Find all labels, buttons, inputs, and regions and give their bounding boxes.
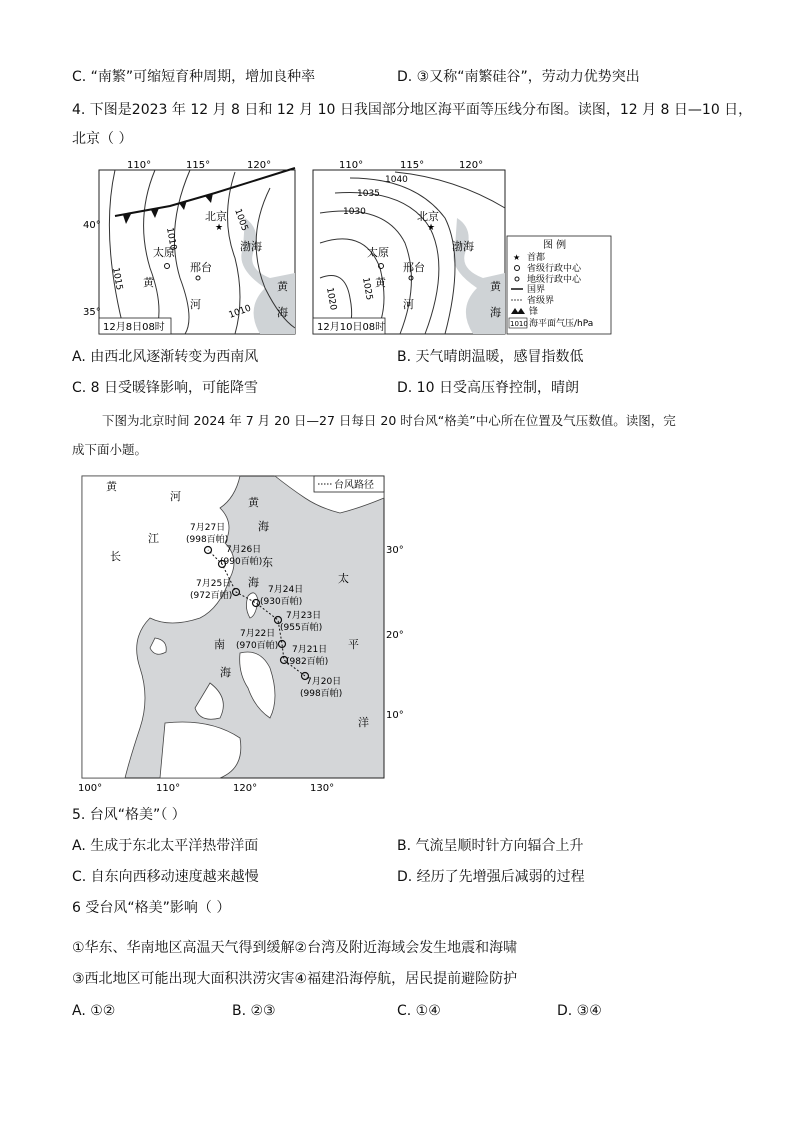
region-label: 黄 — [248, 496, 259, 509]
map1-place-huang: 黄 — [143, 276, 154, 289]
q4-option-b: B. 天气晴朗温暖，感冒指数低 — [397, 349, 584, 365]
q5-option-a: A. 生成于东北太平洋热带洋面 — [72, 838, 259, 854]
q6-option-b: B. ②③ — [232, 1003, 276, 1019]
map1-lon-120: 120° — [247, 160, 272, 171]
lon-110: 110° — [156, 783, 181, 794]
legend-item-pressure: 海平面气压/hPa — [529, 319, 594, 329]
map2-place-hai: 海 — [490, 306, 501, 319]
map2-place-xingtai: 邢台 — [403, 261, 425, 274]
map1-lat-40: 40° — [83, 220, 101, 231]
map2-lon-110: 110° — [339, 160, 364, 171]
map2-place-bohai: 渤海 — [452, 240, 474, 253]
map1-lon-115: 115° — [186, 160, 211, 171]
region-label: 海 — [220, 666, 231, 679]
map2-isobar-label: 1020 — [324, 286, 338, 312]
map2-place-he: 河 — [403, 298, 414, 311]
point-pressure: (982百帕) — [286, 657, 329, 667]
point-date: 7月20日 — [306, 677, 342, 687]
q6-option-c: C. ①④ — [397, 1003, 441, 1019]
q4-option-d: D. 10 日受高压脊控制，晴朗 — [397, 380, 579, 396]
map1-isobar-label: 1015 — [110, 266, 124, 292]
q5-option-b: B. 气流呈顺时针方向辐合上升 — [397, 838, 584, 854]
map1-isobar-label: 1010 — [164, 226, 178, 252]
point-pressure: (998百帕) — [186, 535, 229, 545]
isobar-maps — [83, 158, 615, 336]
lon-120: 120° — [233, 783, 258, 794]
q4-stem-line1: 4. 下图是2023 年 12 月 8 日和 12 月 10 日我国部分地区海平面等压线分布图。读图，12 月 8 日—10 日， — [72, 102, 753, 118]
capital-icon: ★ — [215, 223, 224, 233]
q5-option-c: C. 自东向西移动速度越来越慢 — [72, 869, 259, 885]
capital-legend-icon: ★ — [513, 253, 521, 262]
lat-10: 10° — [386, 710, 404, 721]
map2-isobar-label: 1025 — [360, 276, 374, 302]
typhoon-legend-label: 台风路径 — [334, 480, 374, 491]
region-label: 南 — [214, 638, 225, 651]
isobar-maps-svg — [83, 158, 615, 336]
intro-line2: 成下面小题。 — [72, 442, 148, 457]
q6-option-d: D. ③④ — [557, 1003, 602, 1019]
q6-statement-line1: ①华东、华南地区高温天气得到缓解②台湾及附近海域会发生地震和海啸 — [72, 940, 518, 956]
map2-caption: 12月10日08时 — [317, 322, 386, 333]
map1-place-hai: 海 — [277, 306, 288, 319]
point-pressure: (990百帕) — [220, 557, 263, 567]
region-label: 海 — [258, 520, 269, 533]
q5-stem: 5. 台风“格美”（ ） — [72, 807, 186, 823]
map2-place-huang2: 黄 — [490, 280, 501, 293]
map1-place-beijing: 北京 — [205, 210, 227, 223]
legend-item-capital: 首都 — [527, 253, 546, 263]
map2-isobar-label: 1040 — [385, 175, 408, 185]
legend-item-provincial-border: 省级界 — [527, 296, 555, 306]
map1-place-huang2: 黄 — [277, 280, 288, 293]
map1-isobar-label: 1010 — [227, 303, 253, 321]
map1-place-xingtai: 邢台 — [190, 261, 212, 274]
lon-130: 130° — [310, 783, 335, 794]
legend-isobar-sample: 1010 — [510, 320, 528, 328]
point-date: 7月26日 — [226, 545, 262, 555]
lat-30: 30° — [386, 545, 404, 556]
lat-20: 20° — [386, 630, 404, 641]
point-date: 7月21日 — [292, 645, 328, 655]
map1-lat-35: 35° — [83, 307, 101, 318]
map2-isobar-label: 1035 — [357, 189, 380, 199]
region-label: 江 — [148, 532, 159, 545]
q3-option-d: D. ③又称“南繁硅谷”，劳动力优势突出 — [397, 69, 640, 85]
region-label: 长 — [110, 550, 121, 563]
typhoon-map-svg — [70, 468, 404, 798]
map1-lon-110: 110° — [127, 160, 152, 171]
region-label: 黄 — [106, 480, 117, 493]
q6-statement-line2: ③西北地区可能出现大面积洪涝灾害④福建沿海停航，居民提前避险防护 — [72, 971, 518, 987]
q6-option-a: A. ①② — [72, 1003, 116, 1019]
point-date: 7月25日 — [196, 579, 232, 589]
region-label: 河 — [170, 490, 181, 503]
point-date: 7月24日 — [268, 585, 304, 595]
map1-place-bohai: 渤海 — [240, 240, 262, 253]
capital-icon: ★ — [427, 223, 436, 233]
point-date: 7月23日 — [286, 611, 322, 621]
map2-lon-120: 120° — [459, 160, 484, 171]
region-label: 平 — [348, 638, 359, 651]
legend-item-front: 锋 — [529, 307, 539, 317]
q4-stem-line2: 北京（ ） — [72, 131, 133, 147]
q3-option-c: C. “南繁”可缩短育种周期，增加良种率 — [72, 69, 316, 85]
map2-place-beijing: 北京 — [417, 210, 439, 223]
region-label: 太 — [338, 572, 349, 585]
intro-line1: 下图为北京时间 2024 年 7 月 20 日—27 日每日 20 时台风“格美”中心所在位置及气压数值。读图，完 — [102, 413, 676, 428]
legend-title: 图 例 — [543, 240, 567, 251]
legend-item-provincial: 省级行政中心 — [527, 264, 582, 274]
point-pressure: (930百帕) — [260, 597, 303, 607]
map1-caption: 12月8日08时 — [103, 322, 165, 333]
typhoon-map — [70, 468, 404, 798]
q4-option-c: C. 8 日受暖锋影响，可能降雪 — [72, 380, 259, 396]
q6-stem: 6 受台风“格美”影响（ ） — [72, 900, 231, 916]
map1-place-he: 河 — [190, 298, 201, 311]
point-date: 7月22日 — [240, 629, 276, 639]
map1-place-taiyuan: 太原 — [153, 246, 175, 259]
point-pressure: (970百帕) — [236, 641, 279, 651]
point-pressure: (998百帕) — [300, 689, 343, 699]
map2-place-huang: 黄 — [375, 276, 386, 289]
region-label: 东 — [262, 556, 273, 569]
lon-100: 100° — [78, 783, 103, 794]
point-date: 7月27日 — [190, 523, 226, 533]
map2-place-taiyuan: 太原 — [367, 246, 389, 259]
map2-lon-115: 115° — [400, 160, 425, 171]
map1-isobar-label: 1005 — [232, 207, 250, 233]
region-label: 海 — [248, 576, 259, 589]
legend-item-prefecture: 地级行政中心 — [527, 275, 582, 285]
legend-item-national-border: 国界 — [527, 285, 546, 295]
map2-isobar-label: 1030 — [343, 207, 366, 217]
point-pressure: (972百帕) — [190, 591, 233, 601]
q4-option-a: A. 由西北风逐渐转变为西南风 — [72, 349, 259, 365]
point-pressure: (955百帕) — [280, 623, 323, 633]
q5-option-d: D. 经历了先增强后减弱的过程 — [397, 869, 585, 885]
region-label: 洋 — [358, 716, 369, 729]
